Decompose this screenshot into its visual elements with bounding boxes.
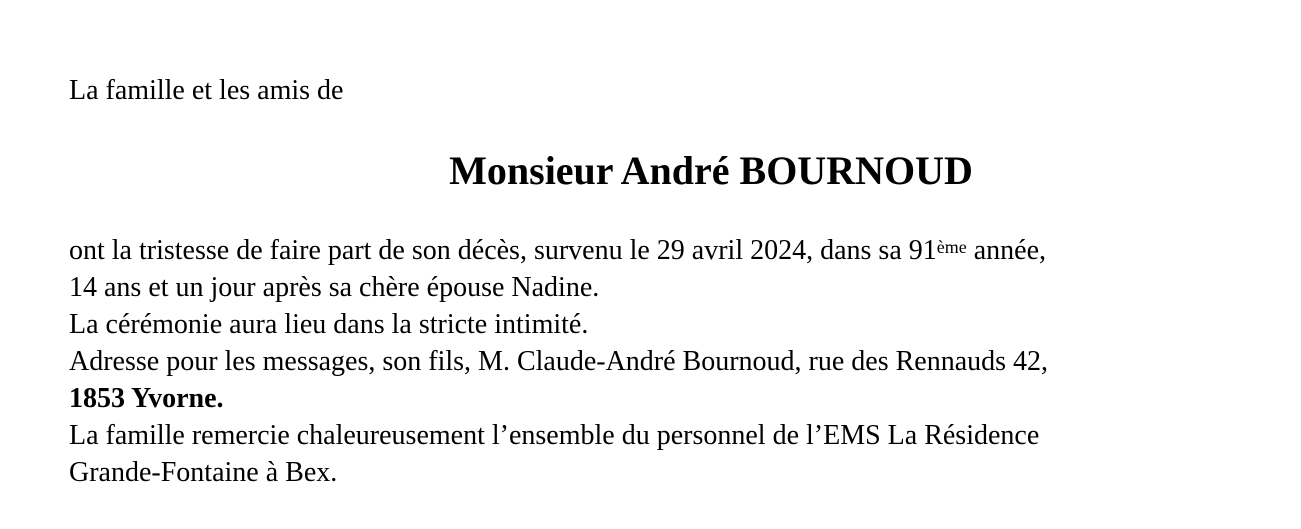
ceremony-line: La cérémonie aura lieu dans la stricte intimité. <box>69 309 589 340</box>
announcement-text-end: année, <box>966 235 1047 266</box>
announcement-line <box>69 232 1048 269</box>
thanks-line: La famille remercie chaleureusement l’ensemble du personnel de l’EMS La Résidence <box>69 420 1040 451</box>
thanks-line-end: Grande-Fontaine à Bex. <box>69 457 338 488</box>
spouse-line: 14 ans et un jour après sa chère épouse Nadine. <box>69 272 600 303</box>
ordinal-superscript: ème <box>936 237 967 257</box>
announcement-text: ont la tristesse de faire part de son décès, survenu le 29 avril 2024, dans sa 91 <box>69 235 937 266</box>
intro-text: La famille et les amis de <box>69 75 344 106</box>
notice-body <box>69 232 1048 491</box>
deceased-name: Monsieur André BOURNOUD <box>449 148 973 193</box>
postal-locality: 1853 Yvorne. <box>69 383 224 414</box>
address-line: Adresse pour les messages, son fils, M. Claude-André Bournoud, rue des Rennauds 42, <box>69 346 1049 377</box>
